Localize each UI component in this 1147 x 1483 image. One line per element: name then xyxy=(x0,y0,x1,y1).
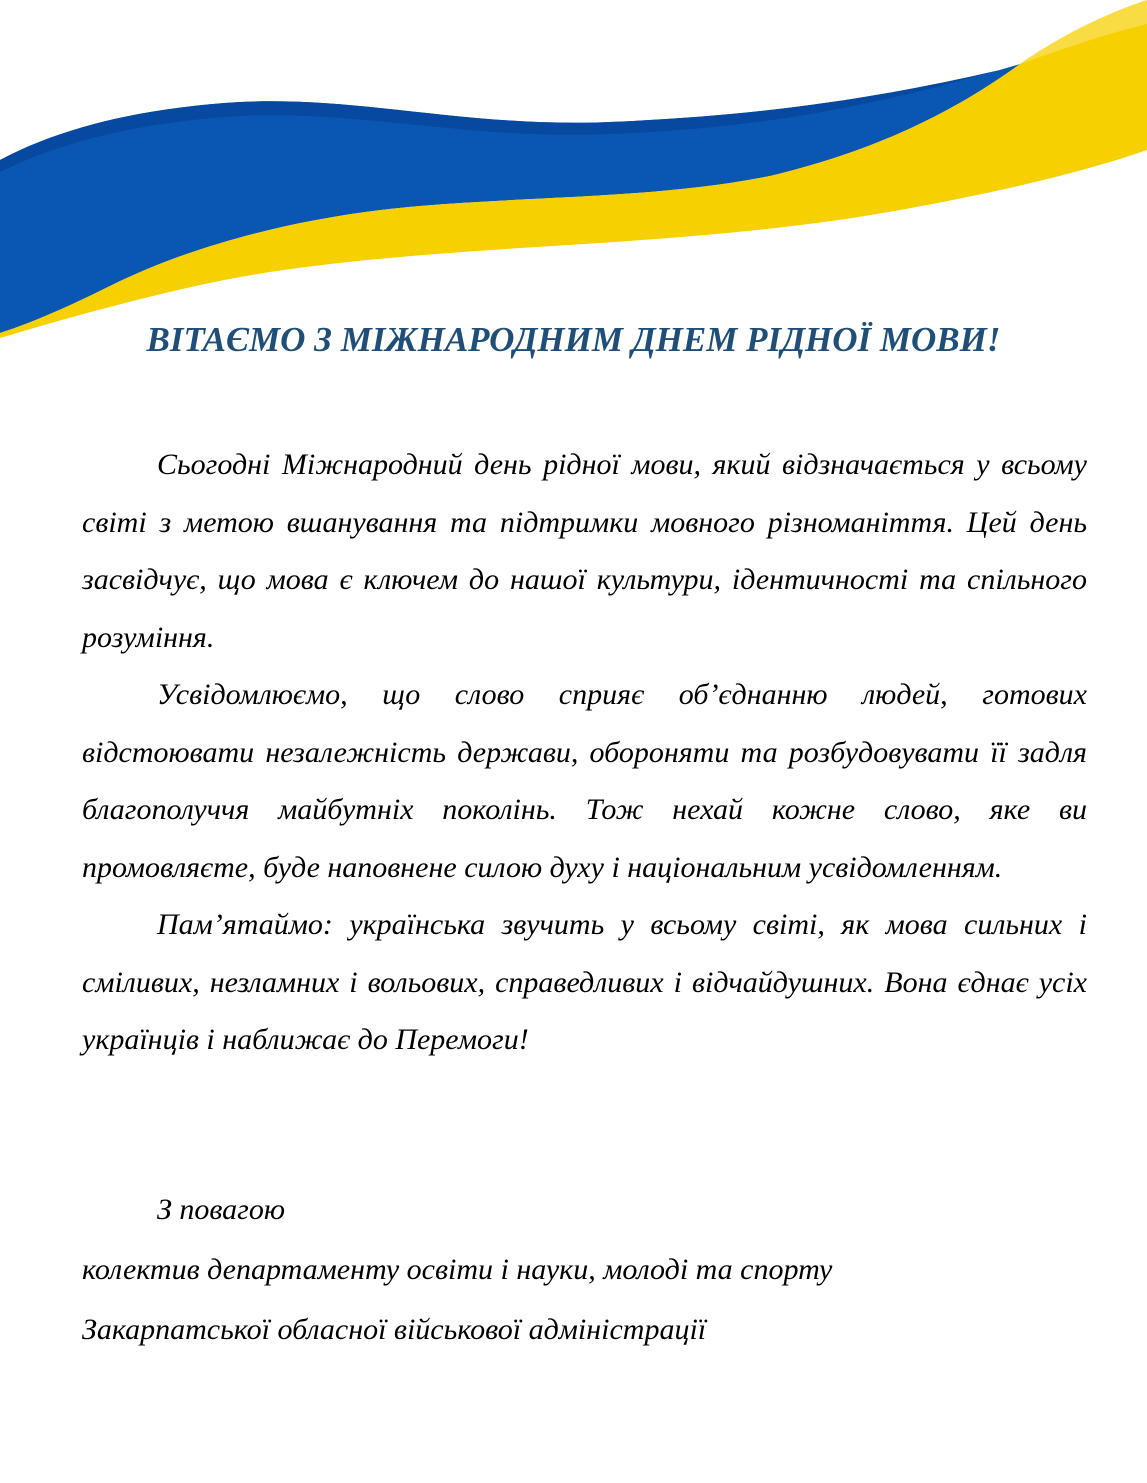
signature-regards: З повагою xyxy=(157,1193,286,1226)
paragraph-1: Сьогодні Міжнародний день рідної мови, який відзначається у всьому світі з метою вшанування та підтримки мовного різноманіття. Цей день засвідчує, що мова є ключем до нашої культури, ідентичності та спільного розуміння. xyxy=(82,448,1087,654)
signature-block xyxy=(82,1180,1087,1360)
ukrainian-flag-wave-icon xyxy=(0,0,1147,345)
paragraph-2: Усвідомлюємо, що слово сприяє об’єднанню людей, готових відстоювати незалежність держави, обороняти та розбудовувати її задля благополуччя майбутніх поколінь. Тож нехай кожне слово, яке ви промовляєте, буде наповнене силою духу і національним усвідомленням. xyxy=(82,678,1087,884)
signature-line-2: Закарпатської обласної військової адміністрації xyxy=(82,1313,707,1346)
signature-line-1: колектив департаменту освіти і науки, молоді та спорту xyxy=(82,1253,833,1286)
letter-body xyxy=(82,436,1087,1069)
paragraph-3: Пам’ятаймо: українська звучить у всьому світі, як мова сильних і сміливих, незламних і вольових, справедливих і відчайдушних. Вона єднає усіх українців і наближає до Перемоги! xyxy=(82,908,1087,1056)
page-title: ВІТАЄМО З МІЖНАРОДНИМ ДНЕМ РІДНОЇ МОВИ! xyxy=(146,320,1001,359)
